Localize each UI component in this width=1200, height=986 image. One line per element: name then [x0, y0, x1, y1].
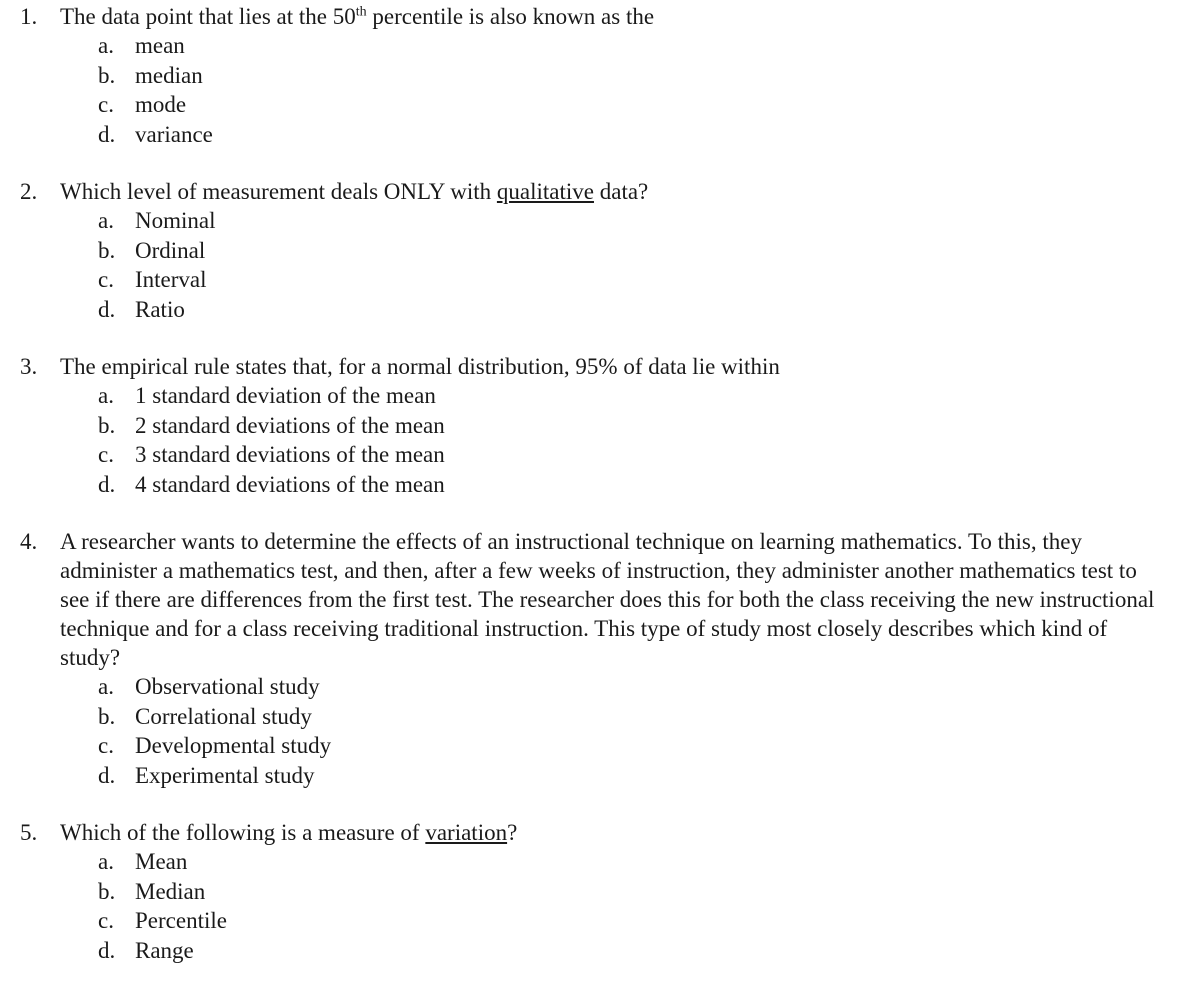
option-letter: b.	[98, 412, 116, 438]
question-5	[20, 818, 1160, 965]
answer-options	[20, 847, 1160, 965]
option-letter: c.	[98, 92, 114, 117]
answer-options	[20, 206, 1160, 324]
underlined-term: qualitative	[496, 179, 594, 204]
question-number: 2.	[20, 179, 38, 204]
question-number: 1.	[20, 4, 38, 29]
answer-option-b[interactable]	[98, 61, 1160, 91]
option-letter: a.	[98, 849, 114, 874]
answer-option-c[interactable]	[98, 90, 1160, 120]
option-letter: c.	[98, 442, 114, 467]
question-stem	[20, 2, 1160, 31]
question-stem	[20, 527, 1160, 672]
option-letter: d.	[98, 296, 116, 322]
answer-option-c[interactable]	[98, 731, 1160, 761]
option-text: mode	[135, 92, 187, 117]
answer-option-b[interactable]	[98, 702, 1160, 732]
answer-option-b[interactable]	[98, 236, 1160, 266]
question-stem	[20, 352, 1160, 381]
answer-option-b[interactable]	[98, 877, 1160, 907]
option-letter: c.	[98, 908, 114, 933]
option-letter: d.	[98, 471, 116, 497]
option-text: 4 standard deviations of the mean	[135, 471, 445, 497]
option-letter: d.	[98, 762, 116, 788]
option-letter: b.	[98, 62, 116, 88]
option-text: variance	[135, 121, 213, 147]
answer-option-c[interactable]	[98, 440, 1160, 470]
option-text: Ratio	[135, 296, 185, 322]
option-letter: a.	[98, 674, 114, 699]
option-letter: c.	[98, 267, 114, 292]
option-text: Experimental study	[135, 762, 315, 788]
question-number: 3.	[20, 354, 38, 379]
question-text-part: data?	[593, 179, 649, 204]
answer-options	[20, 31, 1160, 149]
question-text: A researcher wants to determine the effects of an instructional technique on learning mathematics. To this, they administer a mathematics test, and then, after a few weeks of instruction, they administer another mathematics test to see if there are differences from the first test. The researcher does this for both the class receiving the new instructional technique and for a class receiving traditional instruction. This type of study most closely describes which kind of study?	[60, 529, 1155, 670]
question-number: 4.	[20, 529, 38, 554]
answer-option-d[interactable]	[98, 470, 1160, 500]
question-1	[20, 2, 1160, 149]
option-letter: b.	[98, 878, 116, 904]
answer-option-a[interactable]	[98, 847, 1160, 877]
answer-option-d[interactable]	[98, 120, 1160, 150]
question-stem	[20, 177, 1160, 206]
underlined-term: variation	[425, 820, 508, 845]
question-4	[20, 527, 1160, 790]
question-text	[60, 2, 1160, 31]
answer-option-a[interactable]	[98, 672, 1160, 702]
answer-option-a[interactable]	[98, 206, 1160, 236]
option-text: median	[135, 62, 203, 88]
answer-option-a[interactable]	[98, 381, 1160, 411]
question-2	[20, 177, 1160, 324]
answer-option-b[interactable]	[98, 411, 1160, 441]
question-text: The empirical rule states that, for a normal distribution, 95% of data lie within	[60, 354, 780, 379]
question-3	[20, 352, 1160, 499]
question-stem	[20, 818, 1160, 847]
option-text: Observational study	[135, 674, 320, 699]
answer-options	[20, 381, 1160, 499]
ordinal-superscript: th	[355, 4, 367, 20]
option-text: Median	[135, 878, 206, 904]
question-text-part: Which of the following is a measure of	[60, 820, 426, 845]
answer-option-a[interactable]	[98, 31, 1160, 61]
option-letter: b.	[98, 703, 116, 729]
question-text-part: Which level of measurement deals ONLY with	[60, 179, 497, 204]
option-letter: b.	[98, 237, 116, 263]
option-text: Nominal	[135, 208, 216, 233]
question-text	[60, 177, 1160, 206]
option-letter: a.	[98, 208, 114, 233]
option-text: 2 standard deviations of the mean	[135, 412, 445, 438]
answer-option-c[interactable]	[98, 906, 1160, 936]
answer-option-c[interactable]	[98, 265, 1160, 295]
option-text: 1 standard deviation of the mean	[135, 383, 436, 408]
answer-option-d[interactable]	[98, 295, 1160, 325]
option-letter: c.	[98, 733, 114, 758]
option-text: Percentile	[135, 908, 227, 933]
question-text-part: ?	[507, 820, 518, 845]
answer-option-d[interactable]	[98, 761, 1160, 791]
option-text: Correlational study	[135, 703, 312, 729]
option-text: Range	[135, 937, 194, 963]
option-text: mean	[135, 33, 185, 58]
option-text: Developmental study	[135, 733, 332, 758]
option-text: Interval	[135, 267, 207, 292]
option-text: 3 standard deviations of the mean	[135, 442, 445, 467]
question-number: 5.	[20, 820, 38, 845]
answer-option-d[interactable]	[98, 936, 1160, 966]
answer-options	[20, 672, 1160, 790]
question-text	[60, 818, 1160, 847]
question-text-part: percentile is also known as the	[366, 4, 655, 29]
question-text-part: The data point that lies at the 50	[60, 4, 356, 29]
option-letter: a.	[98, 33, 114, 58]
option-letter: d.	[98, 121, 116, 147]
option-text: Ordinal	[135, 237, 206, 263]
option-text: Mean	[135, 849, 188, 874]
option-letter: d.	[98, 937, 116, 963]
option-letter: a.	[98, 383, 114, 408]
